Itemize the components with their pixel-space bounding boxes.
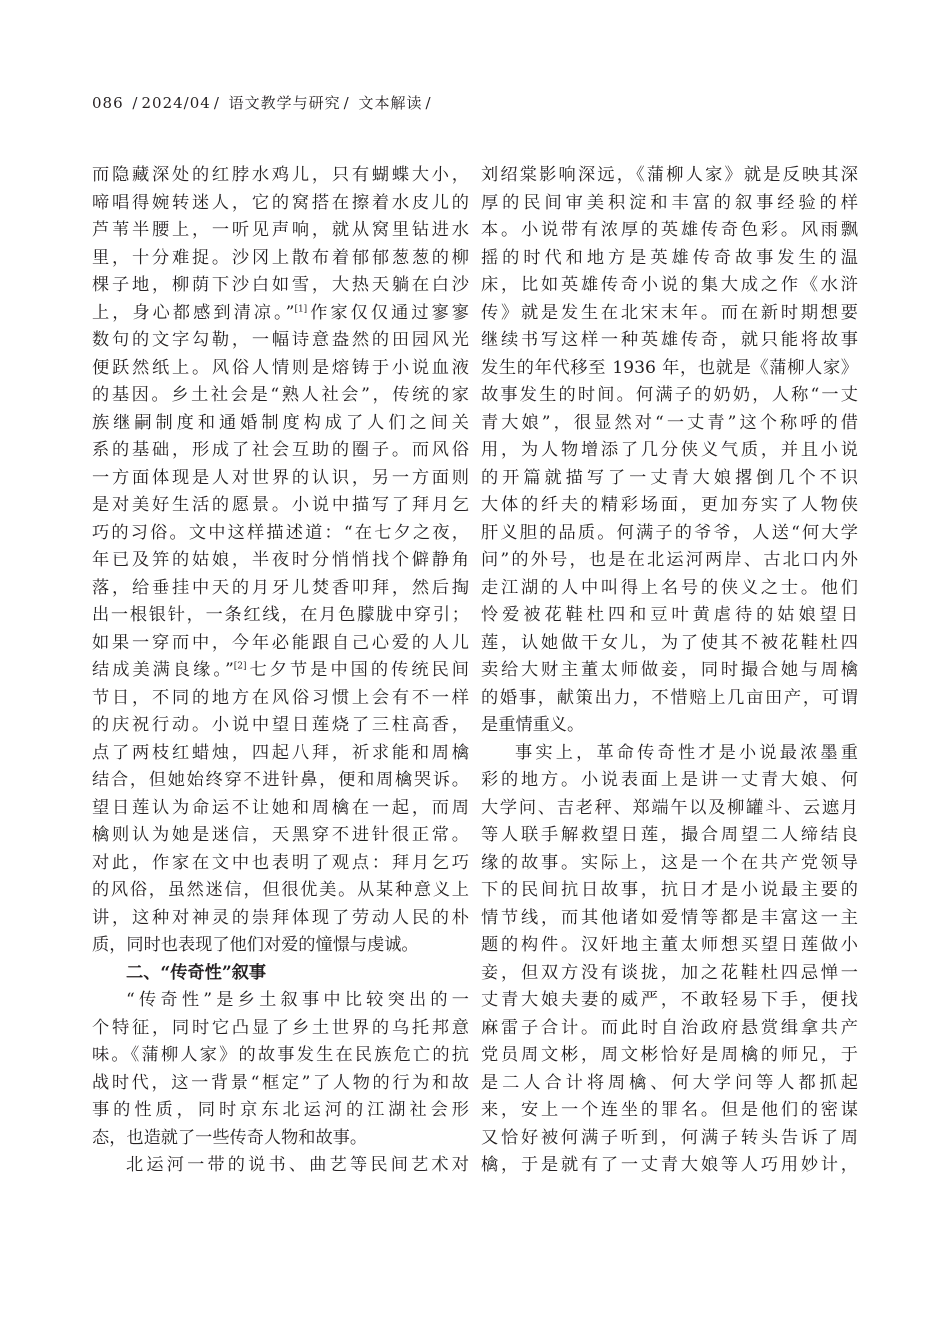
text-line: 是二人合计将周檎、何大学问等人都抓起	[481, 1072, 858, 1093]
text-line: 的基因。乡土社会是“熟人社会”，传统的家	[92, 385, 469, 405]
text-line: 青大娘”，很显然对“一丈青”这个称呼的借	[481, 412, 858, 433]
text-line: 传》就是发生在北宋末年。而在新时期想要	[481, 302, 858, 323]
citation-2: [2]	[233, 661, 247, 672]
text-line: 事实上，革命传奇性才是小说最浓墨重	[515, 742, 858, 763]
section-heading: 二、“传奇性”叙事	[126, 962, 267, 983]
text-line: 是对美好生活的愿景。小说中描写了拜月乞	[92, 495, 469, 515]
text-line: 讲，这种对神灵的崇拜体现了劳动人民的朴	[92, 907, 469, 928]
text-line: 望日莲认为命运不让她和周檎在一起，而周	[92, 797, 469, 818]
right-column	[481, 162, 858, 1180]
text-line: 对此，作家在文中也表明了观点：拜月乞巧	[92, 852, 469, 873]
text-line: 题的构件。汉奸地主董太师想买望日莲做小	[481, 935, 858, 955]
text-line: 彩的地方。小说表面上是讲一丈青大娘、何	[481, 770, 858, 790]
text-line: 麻雷子合计。而此时自治政府悬赏缉拿共产	[481, 1017, 858, 1038]
text-line: 质，同时也表现了他们对爱的憧憬与虔诚。	[92, 935, 419, 955]
text-line: 又恰好被何满子听到，何满子转头告诉了周	[481, 1127, 858, 1148]
text-line: 下的民间抗日故事，抗日才是小说最主要的	[481, 880, 858, 900]
text-line: 等人联手解救望日莲，撮合周望二人缔结良	[481, 825, 858, 845]
text-line	[92, 300, 469, 328]
text-line: 走江湖的人中叫得上名号的侠义之士。他们	[481, 577, 858, 598]
text-line: 莲，认她做干女儿，为了使其不被花鞋杜四	[481, 632, 858, 653]
text-line: 大学问、吉老秤、郑端午以及柳罐斗、云遮月	[481, 797, 858, 818]
text-line: 出一根银针，一条红线，在月色朦胧中穿引；	[92, 605, 469, 625]
text-line: 是重情重义。	[481, 715, 585, 735]
text-fragment: 七夕节是中国的传统民间	[246, 660, 469, 680]
text-line: 节日，不同的地方在风俗习惯上会有不一样	[92, 687, 469, 708]
text-line: 棵子地，柳荫下沙白如雪，大热天躺在白沙	[92, 275, 469, 295]
text-line: 里，十分难捉。沙冈上散布着郁郁葱葱的柳	[92, 247, 469, 268]
text-line: 的庆祝行动。小说中望日莲烧了三柱高香，	[92, 715, 469, 735]
text-line: 肝义胆的品质。何满子的爷爷，人送“何大学	[481, 522, 858, 543]
text-line: 的婚事，献策出力，不惜赔上几亩田产，可谓	[481, 687, 858, 708]
text-line: 发生的年代移至 1936 年，也就是《蒲柳人家》	[481, 357, 858, 378]
text-line: 党员周文彬，周文彬恰好是周檎的师兄，于	[481, 1045, 858, 1065]
text-line: 啼唱得婉转迷人，它的窝搭在擦着水皮儿的	[92, 192, 469, 213]
text-line: 问”的外号，也是在北运河两岸、古北口内外	[481, 550, 858, 570]
text-line: 用，为人物增添了几分侠义气质，并且小说	[481, 440, 858, 460]
text-line: 年已及笄的姑娘，半夜时分悄悄找个僻静角	[92, 550, 469, 570]
text-line: 故事发生的时间。何满子的奶奶，人称“一丈	[481, 385, 858, 405]
text-line: 刘绍棠影响深远，《蒲柳人家》就是反映其深	[481, 165, 858, 185]
running-header: 086 / 2024/04 / 语文教学与研究 / 文本解读 /	[92, 94, 432, 112]
text-line: 北运河一带的说书、曲艺等民间艺术对	[126, 1155, 469, 1175]
text-line: 结合，但她始终穿不进针鼻，便和周檎哭诉。	[92, 770, 469, 790]
text-line: 系的基础，形成了社会互助的圈子。而风俗	[92, 440, 469, 460]
text-line: 丈青大娘夫妻的威严，不敢轻易下手，便找	[481, 990, 858, 1010]
text-line: 族继嗣制度和通婚制度构成了人们之间关	[92, 412, 469, 433]
journal-title: 语文教学与研究	[228, 94, 341, 112]
text-line: 落，给垂挂中天的月牙儿焚香叩拜，然后掏	[92, 577, 469, 598]
text-line: 缘的故事。实际上，这是一个在共产党领导	[481, 852, 858, 873]
text-line: “传奇性”是乡土叙事中比较突出的一	[126, 990, 469, 1010]
text-line: 床，比如英雄传奇小说的集大成之作《水浒	[481, 275, 858, 295]
text-line: 味。《蒲柳人家》的故事发生在民族危亡的抗	[92, 1045, 469, 1065]
text-line: 大体的纤夫的精彩场面，更加夯实了人物侠	[481, 495, 858, 515]
text-line	[92, 657, 469, 685]
text-line: 便跃然纸上。风俗人情则是熔铸于小说血液	[92, 357, 469, 378]
text-fragment: 上，身心都感到清凉。”	[92, 302, 295, 323]
text-line: 个特征，同时它凸显了乡土世界的乌托邦意	[92, 1017, 469, 1038]
text-line: 情节线，而其他诸如爱情等都是丰富这一主	[481, 907, 858, 928]
section-title: 文本解读	[358, 94, 423, 112]
issue-number: 2024/04	[141, 94, 211, 112]
text-line: 来，安上一个连坐的罪名。但是他们的密谋	[481, 1100, 858, 1120]
text-line: 卖给大财主董太师做妾，同时撮合她与周檎	[481, 660, 858, 680]
citation-1: [1]	[294, 303, 308, 314]
text-fragment: 作家仅仅通过寥寥	[307, 302, 469, 323]
text-line: 妾，但双方没有谈拢，加之花鞋杜四忌惮一	[481, 962, 858, 983]
text-line: 怜爱被花鞋杜四和豆叶黄虐待的姑娘望日	[481, 605, 858, 625]
page-number: 086	[92, 94, 124, 112]
text-line: 的风俗，虽然迷信，但很优美。从某种意义上	[92, 880, 469, 900]
text-line: 点了两枝红蜡烛，四起八拜，祈求能和周檎	[92, 742, 469, 763]
text-line: 本。小说带有浓厚的英雄传奇色彩。风雨飘	[481, 220, 858, 240]
text-line: 一方面体现是人对世界的认识，另一方面则	[92, 467, 469, 488]
text-line: 事的性质，同时京东北运河的江湖社会形	[92, 1100, 469, 1120]
text-line: 摇的时代和地方是英雄传奇故事发生的温	[481, 247, 858, 268]
text-line: 厚的民间审美积淀和丰富的叙事经验的样	[481, 192, 858, 213]
text-line: 芦苇半腰上，一听见声响，就从窝里钻进水	[92, 220, 469, 240]
text-line: 巧的习俗。文中这样描述道：“在七夕之夜，	[92, 522, 469, 543]
text-line: 数句的文字勾勒，一幅诗意盎然的田园风光	[92, 330, 469, 350]
text-line: 继续书写这样一种英雄传奇，就只能将故事	[481, 330, 858, 350]
text-line: 檎，于是就有了一丈青大娘等人巧用妙计，	[481, 1155, 858, 1175]
text-line: 而隐藏深处的红脖水鸡儿，只有蝴蝶大小，	[92, 165, 469, 185]
text-line: 战时代，这一背景“框定”了人物的行为和故	[92, 1072, 469, 1093]
text-fragment: 结成美满良缘。”	[92, 660, 234, 680]
text-line: 的开篇就描写了一丈青大娘撂倒几个不识	[481, 467, 858, 488]
left-column	[92, 162, 469, 1180]
text-line: 檎则认为她是迷信，天黑穿不进针很正常。	[92, 825, 469, 845]
text-line: 态，也造就了一些传奇人物和故事。	[92, 1127, 368, 1148]
text-line: 如果一穿而中，今年必能跟自己心爱的人儿	[92, 632, 469, 653]
